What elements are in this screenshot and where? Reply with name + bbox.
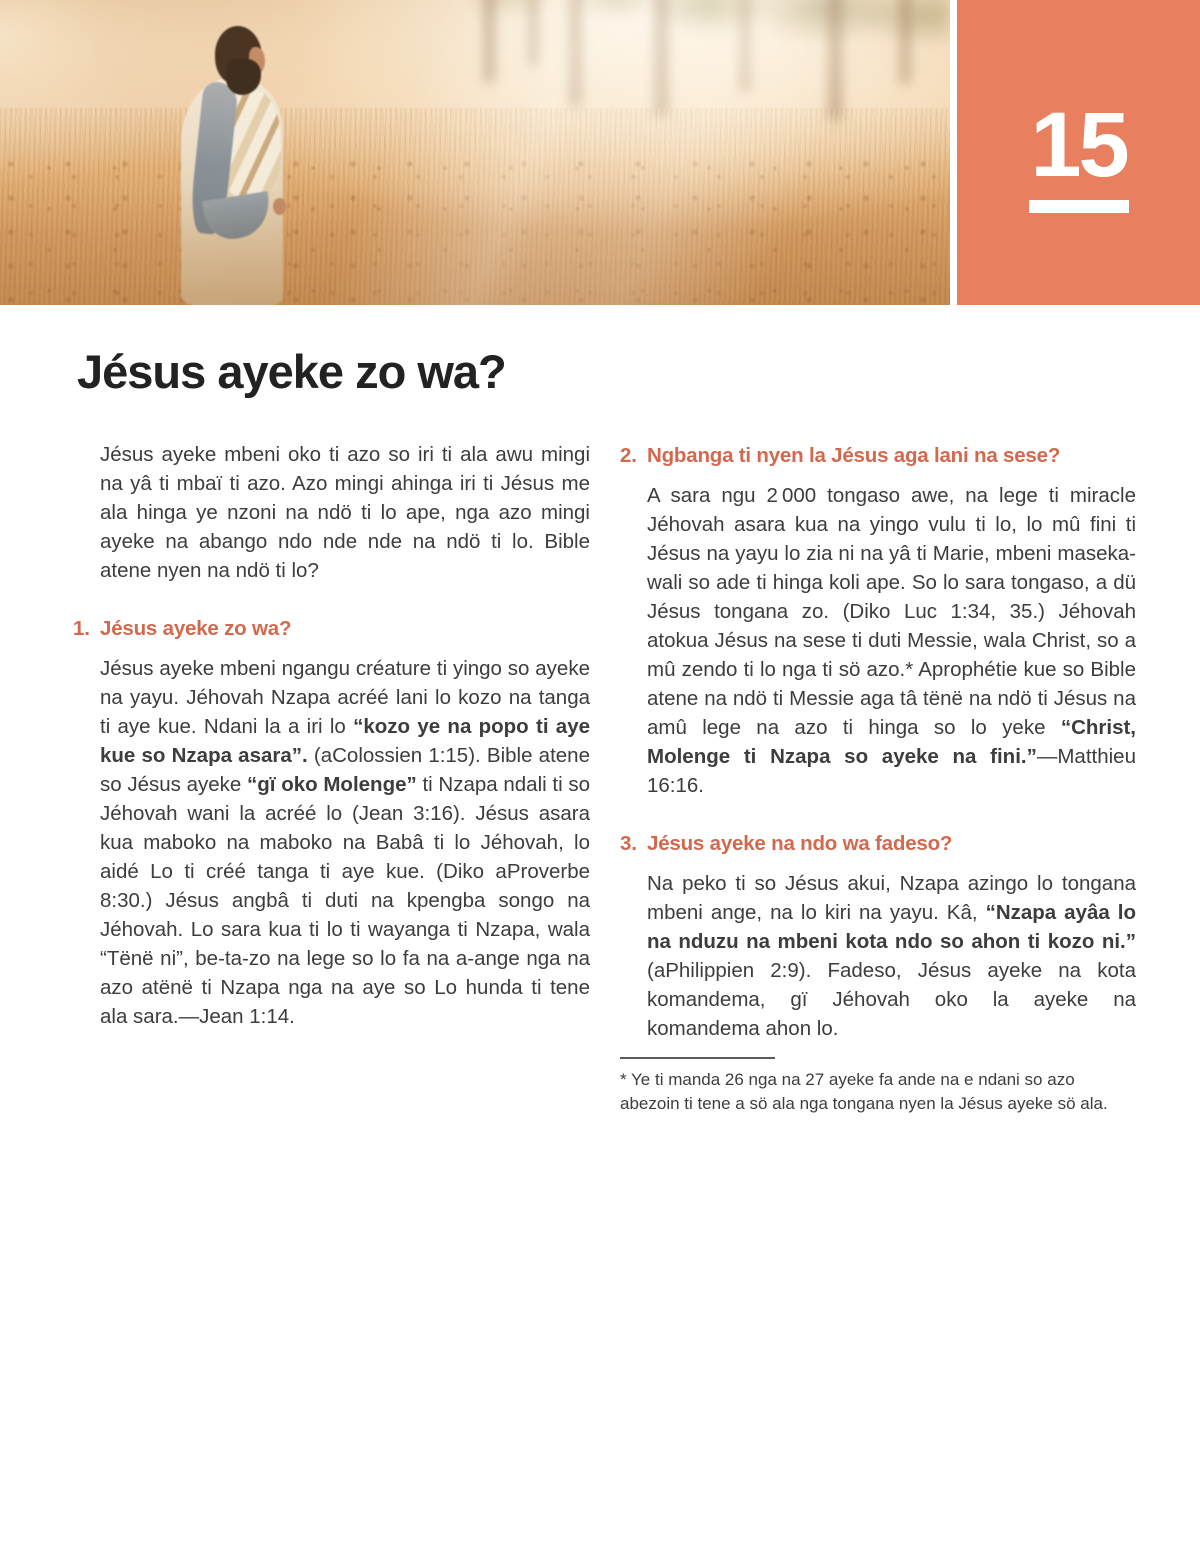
section-3-number: 3. [620, 832, 637, 855]
footnote-text: * Ye ti manda 26 nga na 27 ayeke fa ande na e ndani so azo abezoin ti tene a sö ala nga tongana nyen la Jésus ayeke sö ala. [620, 1070, 1108, 1113]
left-column [73, 440, 590, 1031]
section-1-number: 1. [73, 617, 90, 640]
page-title: Jésus ayeke zo wa? [77, 345, 506, 398]
chapter-badge [957, 0, 1200, 305]
section-2-paragraph: A sara ngu 2 000 tongaso awe, na lege ti miracle Jéhovah asara kua na yingo vulu ti lo, lo mû fini ti Jésus na yayu lo zia ni na yâ ti Marie, mbeni maseka-wali so ade ti hinga koli ape. So lo sara tongaso, a dü Jésus tongana zo. (Diko Luc 1:34, 35.) Jéhovah atokua Jésus na sese ti duti Messie, wala Christ, so a mû zendo ti lo nga ti sö azo.* Aprophétie kue so Bible atene na ndö ti Messie aga tâ tënë na ndö ti Jésus na amû lege na azo ti hinga so lo yeke “Christ, Molenge ti Nzapa so ayeke na fini.”—Matthieu 16:16. [647, 484, 1136, 797]
header [0, 0, 1200, 305]
section-3-paragraph: Na peko ti so Jésus akui, Nzapa azingo lo tongana mbeni ange, na lo kiri na yayu. Kâ, “Nzapa ayâa lo na nduzu na mbeni kota ndo so ahon ti kozo ni.” (aPhilippien 2:9). Fadeso, Jésus ayeke na kota komandema, gï Jéhovah oko la ayeke na komandema ahon lo. [647, 872, 1136, 1040]
section-2-heading-text: Ngbanga ti nyen la Jésus aga lani na sese? [647, 444, 1061, 467]
right-column [620, 443, 1136, 1115]
header-photo [0, 0, 950, 305]
section-1-paragraph: Jésus ayeke mbeni ngangu créature ti yingo so ayeke na yayu. Jéhovah Nzapa acréé lani lo kozo na tanga ti aye kue. Ndani la a iri lo “kozo ye na popo ti aye kue so Nzapa asara”. (aColossien 1:15). Bible atene so Jésus ayeke “gï oko Molenge” ti Nzapa ndali ti so Jéhovah wani la acréé lo (Jean 3:16). Jésus asara kua maboko na maboko na Babâ ti lo Jéhovah, lo aidé Lo ti créé tanga ti aye kue. (Diko aProverbe 8:30.) Jésus angbâ ti duti na kpengba songo na Jéhovah. Lo sara kua ti lo ti wayanga ti Nzapa, wala “Tënë ni”, be-ta-zo na lege so lo fa na a-ange nga na azo atënë ti Nzapa nga na aye so Lo hunda ti tene ala sara.—Jean 1:14. [100, 657, 590, 1028]
intro-paragraph: Jésus ayeke mbeni oko ti azo so iri ti ala awu mingi na yâ ti mbaï ti azo. Azo mingi ahinga iri ti Jésus me ala hinga ye nzoni na ndö ti lo ape, nga azo mingi ayeke na abango ndo nde nde na ndö ti lo. Bible atene nyen na ndö ti lo? [100, 443, 590, 582]
section-3-heading [620, 831, 1136, 857]
section-2-heading [620, 443, 1136, 469]
section-1-heading-text: Jésus ayeke zo wa? [100, 617, 292, 640]
section-1-heading [73, 616, 590, 642]
section-2-number: 2. [620, 444, 637, 467]
footnote-divider [620, 1057, 775, 1059]
photo-vignette [0, 0, 950, 305]
chapter-underline [1029, 200, 1129, 213]
chapter-number: 15 [1030, 94, 1127, 196]
section-3-heading-text: Jésus ayeke na ndo wa fadeso? [647, 832, 953, 855]
